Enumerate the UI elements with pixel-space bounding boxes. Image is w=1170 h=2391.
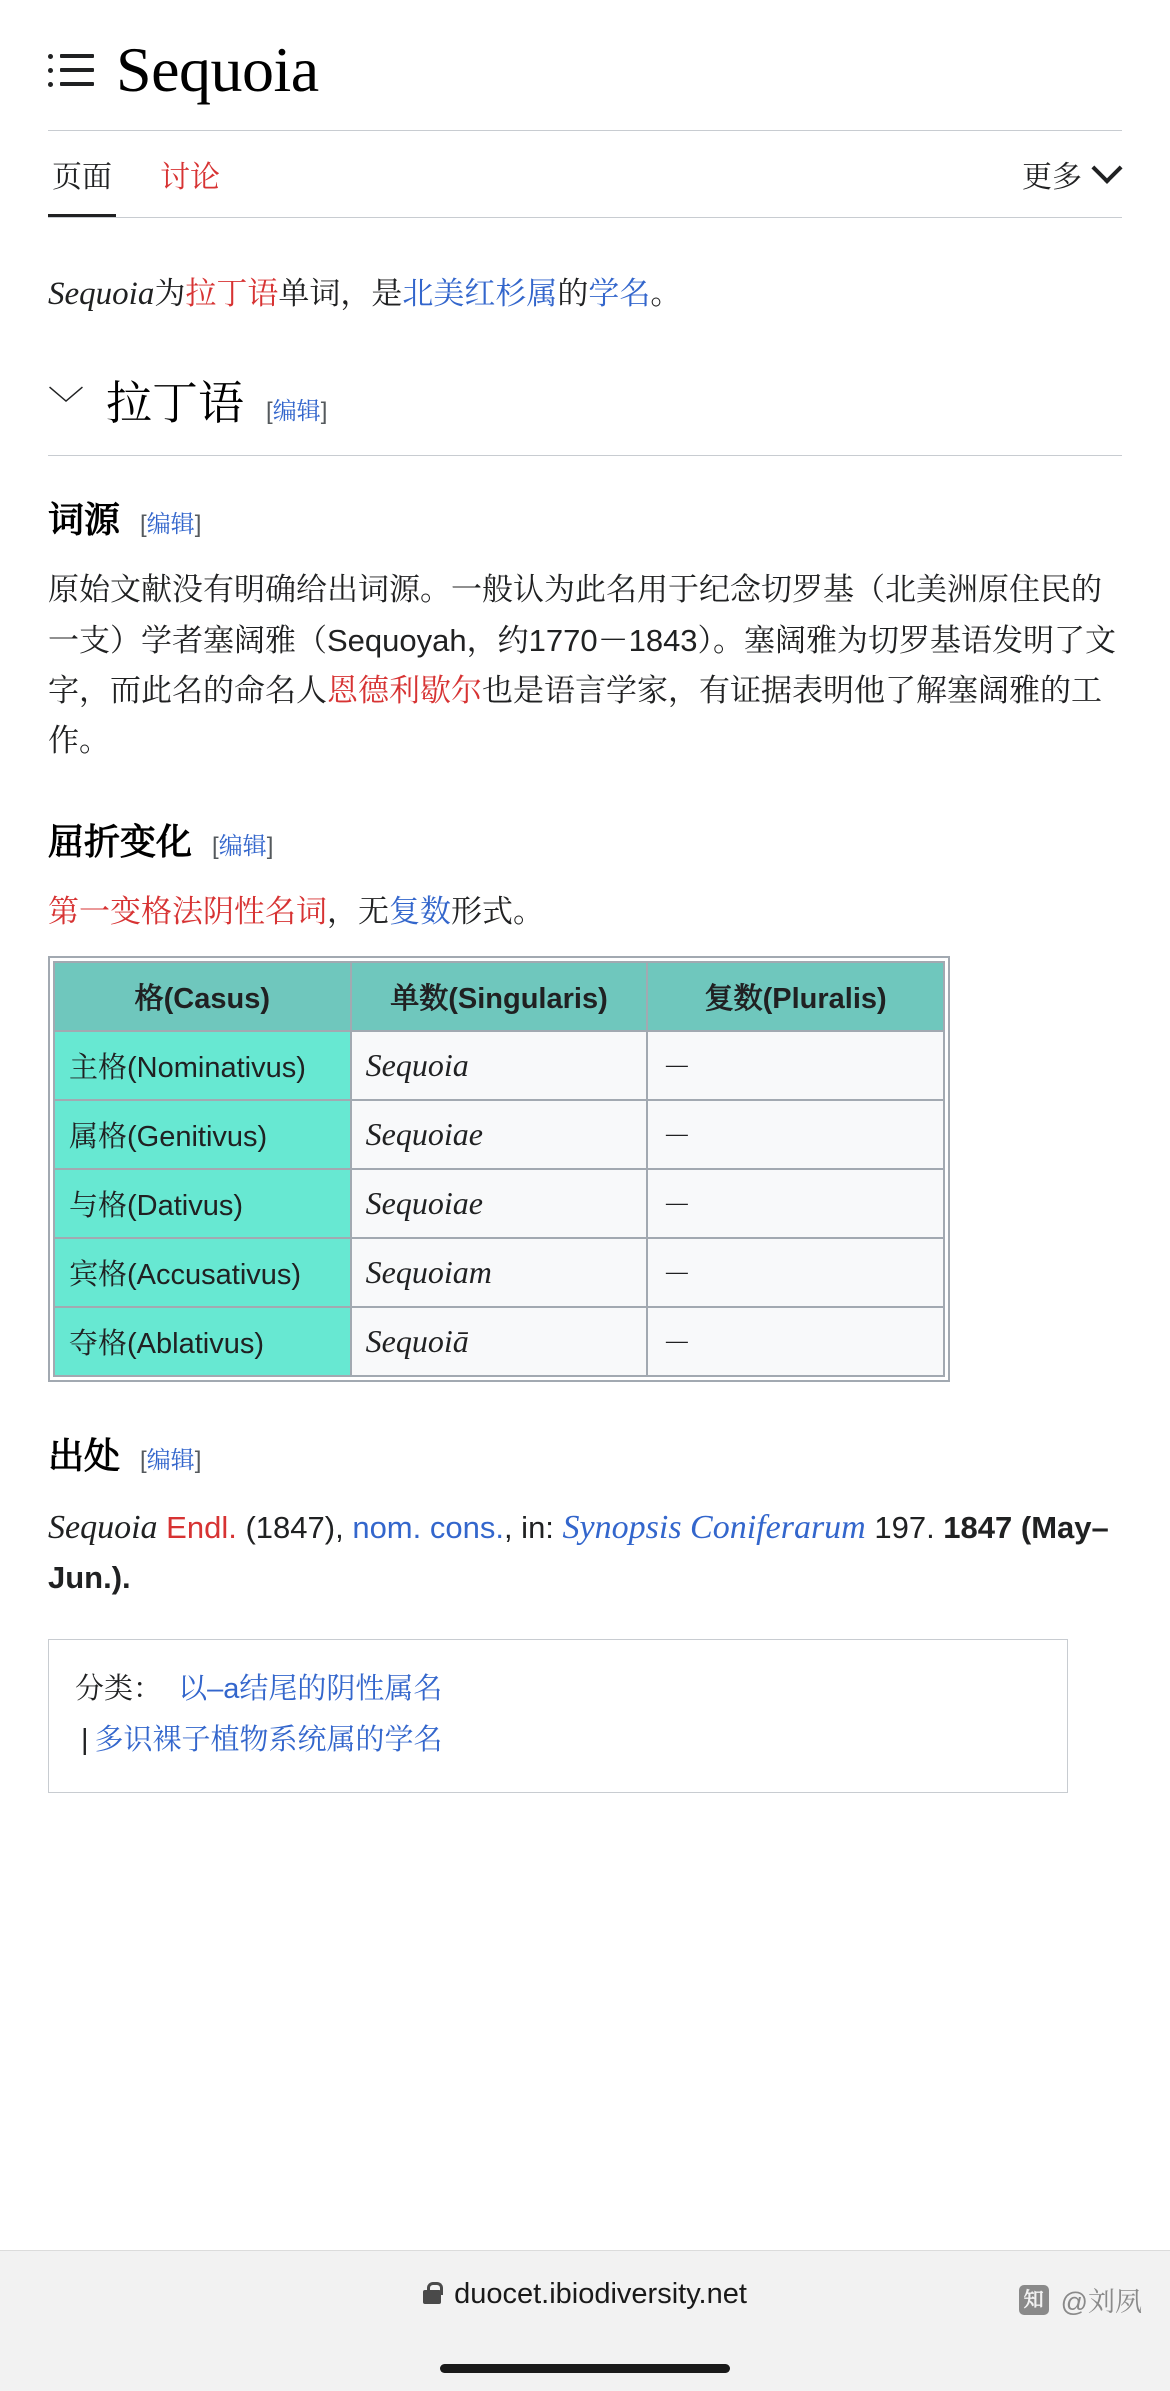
section-heading-etymology [48, 492, 1122, 543]
more-menu-label: 更多 [1022, 161, 1082, 194]
link-genus[interactable]: 北美红杉属 [402, 276, 558, 311]
inflection-note-end: 形式。 [451, 894, 544, 930]
tab-discussion[interactable]: 讨论 [160, 161, 220, 194]
etymology-paragraph [48, 565, 1122, 766]
table-header-singular: 单数(Singularis) [351, 962, 648, 1031]
table-header-row [54, 962, 944, 1031]
edit-link-inflection[interactable]: 编辑 [218, 833, 267, 861]
tab-bar [48, 131, 1122, 217]
url-bar[interactable] [0, 2251, 1170, 2337]
category-link-2[interactable]: 多识裸子植物系统属的学名 [94, 1723, 443, 1756]
cell-plural: － [647, 1100, 944, 1169]
heading-etymology-text: 词源 [48, 499, 121, 541]
edit-link-inflection-wrap: [编辑] [212, 833, 274, 861]
table-row [54, 1100, 944, 1169]
edit-link-source-wrap: [编辑] [140, 1446, 202, 1474]
inflection-note-mid: ，无 [327, 894, 389, 930]
lead-text-1: 为 [154, 276, 186, 311]
edit-link-latin-wrap: [编辑] [266, 398, 328, 426]
cell-plural: － [647, 1307, 944, 1376]
cell-singular: Sequoiam [351, 1238, 648, 1307]
edit-link-source[interactable]: 编辑 [146, 1446, 195, 1474]
cell-case-name: 夺格(Ablativus) [54, 1307, 351, 1376]
cell-case-name: 属格(Genitivus) [54, 1100, 351, 1169]
category-link-1[interactable]: 以–a结尾的阴性属名 [178, 1673, 443, 1706]
cell-case-name: 宾格(Accusativus) [54, 1238, 351, 1307]
lead-text-2: 单词，是 [278, 276, 403, 311]
browser-bottom-bar [0, 2250, 1170, 2391]
hamburger-list-icon[interactable] [48, 47, 94, 93]
cell-case-name: 与格(Dativus) [54, 1169, 351, 1238]
source-date: 1847 (May–Jun.). [48, 1509, 1109, 1596]
table-row [54, 1169, 944, 1238]
edit-link-latin[interactable]: 编辑 [272, 398, 321, 426]
etymology-text-a: 原始文献没有明确给出词源。一般认为此名用于纪念切罗基（北美洲原住民的一支）学者塞阔雅（Sequoyah，约1770－1843）。塞阔雅为切罗基语发明了文字，而此名的命名人 [48, 572, 1117, 708]
category-separator: | [81, 1723, 89, 1756]
heading-latin-text: 拉丁语 [106, 378, 245, 430]
cell-plural: － [647, 1031, 944, 1100]
source-work: Synopsis Coniferarum [562, 1508, 866, 1546]
cell-singular: Sequoiae [351, 1169, 648, 1238]
source-name: Sequoia [48, 1508, 158, 1546]
inflection-table-wrapper [48, 956, 950, 1382]
edit-link-etymology-wrap: [编辑] [140, 511, 202, 539]
cell-plural: － [647, 1169, 944, 1238]
watermark-text: @刘夙 [1060, 2287, 1142, 2317]
link-nom-cons[interactable]: nom. cons. [352, 1509, 504, 1545]
source-citation [48, 1501, 1122, 1604]
etymology-text-b: 也是语言学家，有证据表明他了解塞阔雅的工作。 [48, 672, 1102, 759]
link-endlicher[interactable]: 恩德利歇尔 [327, 672, 482, 708]
inflection-table [53, 961, 945, 1377]
link-scientific-name[interactable]: 学名 [588, 276, 651, 311]
source-author: Endl. [166, 1509, 237, 1545]
source-in: , in: [503, 1509, 563, 1545]
watermark [1019, 2280, 1142, 2319]
section-heading-source [48, 1428, 1122, 1479]
url-text: duocet.ibiodiversity.net [454, 2277, 747, 2310]
more-menu-button[interactable] [1022, 152, 1122, 196]
link-first-declension[interactable]: 第一变格法阴性名词 [48, 894, 327, 930]
table-header-plural: 复数(Pluralis) [647, 962, 944, 1031]
inflection-note [48, 887, 1122, 937]
tab-page[interactable]: 页面 [48, 131, 116, 217]
table-row [54, 1238, 944, 1307]
link-latin[interactable]: 拉丁语 [185, 276, 279, 311]
cell-plural: － [647, 1238, 944, 1307]
chevron-down-icon [1091, 153, 1122, 184]
category-label: 分类： [75, 1673, 163, 1706]
table-row [54, 1307, 944, 1376]
lead-word: Sequoia [48, 276, 155, 312]
cell-case-name: 主格(Nominativus) [54, 1031, 351, 1100]
section-heading-inflection [48, 814, 1122, 865]
zhihu-logo-icon: 知 [1019, 2285, 1049, 2315]
page-header [48, 0, 1122, 130]
latin-divider [48, 455, 1122, 456]
cell-singular: Sequoiae [351, 1100, 648, 1169]
home-indicator[interactable] [440, 2364, 730, 2373]
edit-link-etymology[interactable]: 编辑 [146, 511, 195, 539]
heading-source-text: 出处 [48, 1434, 121, 1476]
lock-icon [423, 2290, 441, 2304]
link-plural[interactable]: 复数 [389, 894, 451, 930]
cell-singular: Sequoiā [351, 1307, 648, 1376]
lead-text-4: 。 [650, 276, 682, 311]
lead-paragraph [48, 268, 1122, 321]
table-header-casus: 格(Casus) [54, 962, 351, 1031]
heading-inflection-text: 屈折变化 [48, 821, 193, 863]
section-heading-latin [48, 367, 1122, 433]
source-page: 197. [865, 1509, 944, 1545]
category-box [48, 1639, 1068, 1793]
collapse-caret-icon[interactable]: ﹀ [48, 385, 85, 427]
page-title: Sequoia [116, 34, 319, 105]
source-year: (1847), [245, 1509, 344, 1545]
cell-singular: Sequoia [351, 1031, 648, 1100]
lead-text-3: 的 [557, 276, 589, 311]
article-body [48, 218, 1122, 1793]
table-row [54, 1031, 944, 1100]
